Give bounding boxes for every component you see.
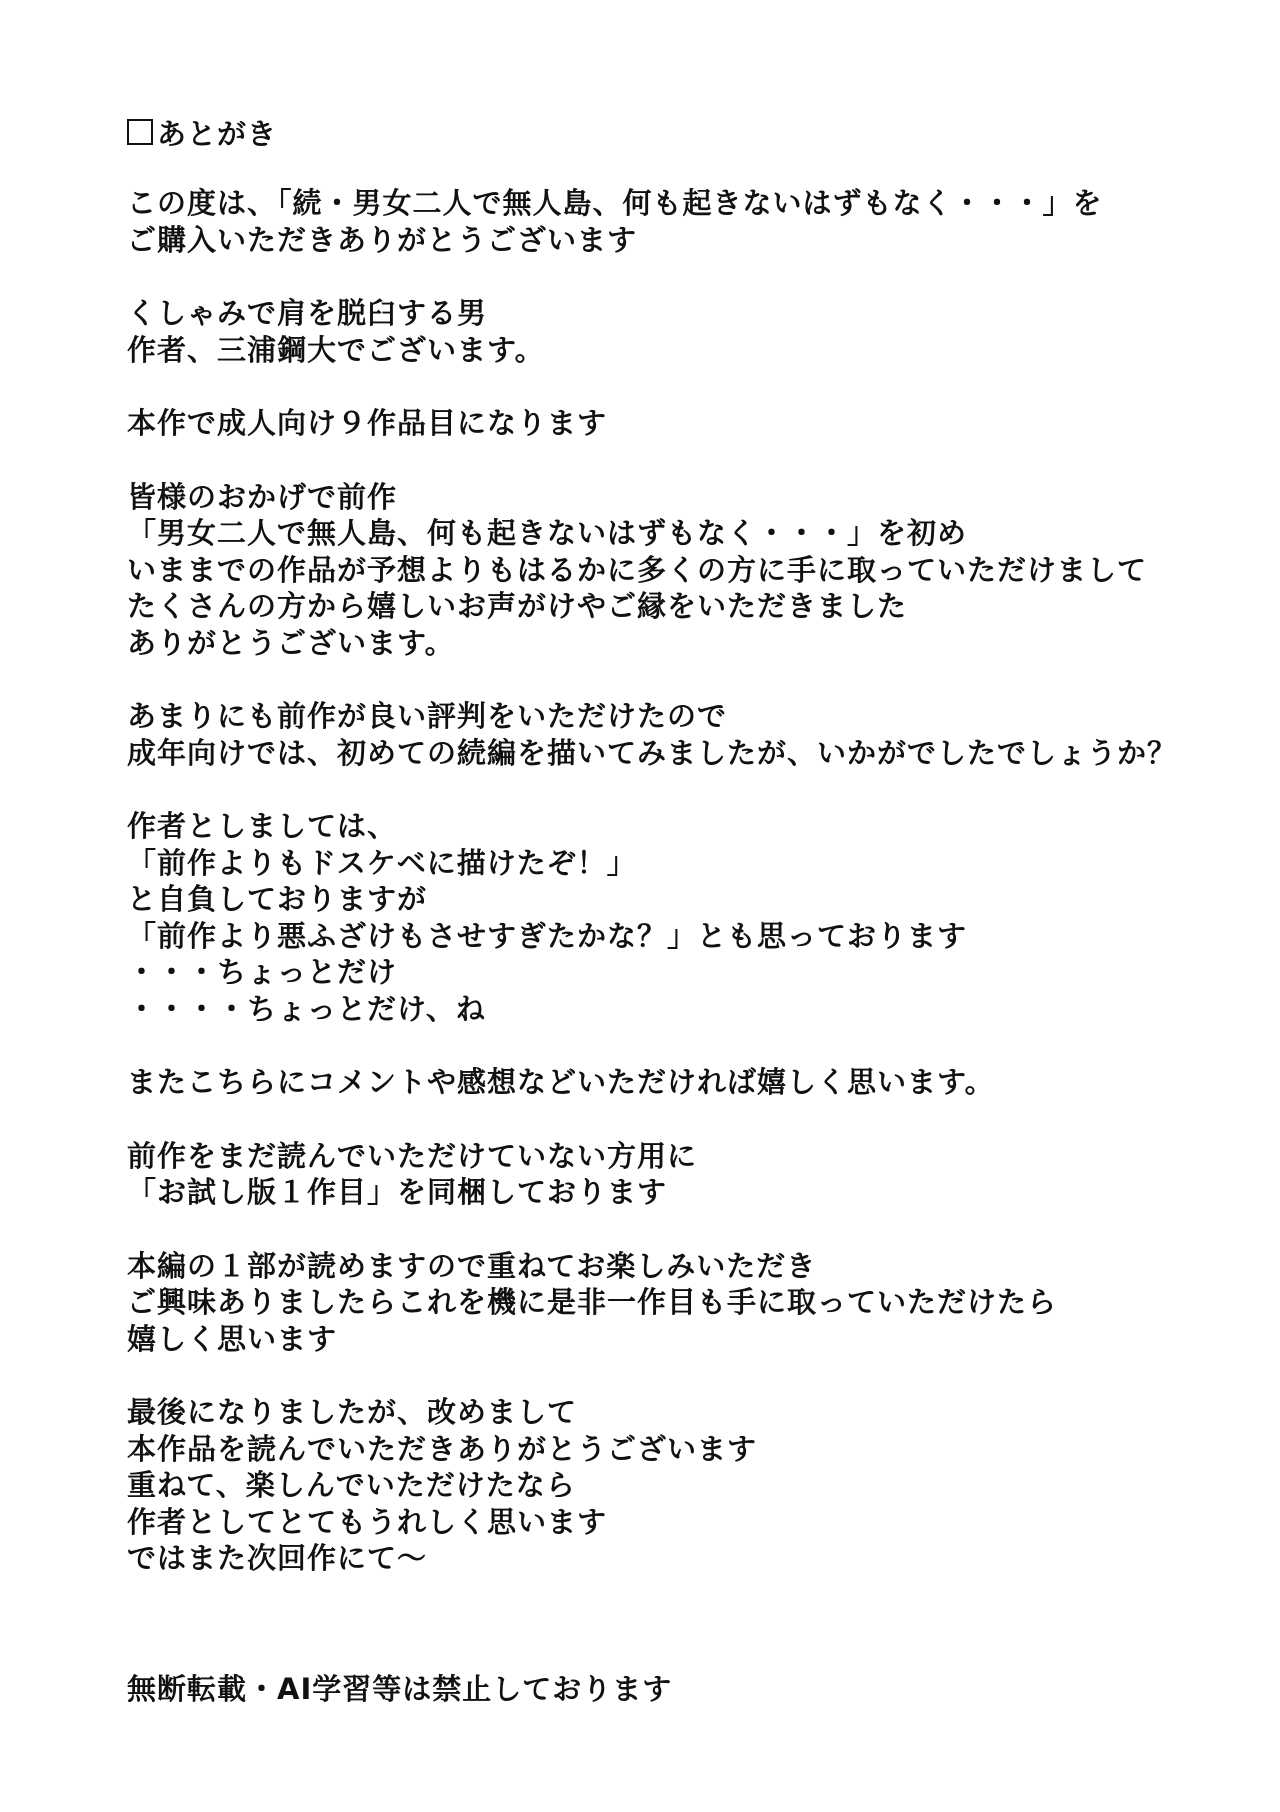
text-line: 本作で成人向け９作品目になります	[127, 406, 608, 440]
paragraph	[127, 1248, 1187, 1358]
text-line: この度は、「続・男女二人で無人島、何も起きないはずもなく・・・」を	[127, 186, 1103, 220]
afterword-body	[127, 185, 1187, 1614]
text-line: ではまた次回作にて～	[127, 1541, 428, 1575]
text-line: ありがとうございます。	[127, 625, 455, 660]
text-line: 本編の１部が読めますので重ねてお楽しみいただき	[127, 1248, 817, 1283]
heading-row	[127, 112, 277, 152]
text-line: 前作をまだ読んでいただけていない方用に	[127, 1138, 698, 1173]
paragraph	[127, 185, 1187, 258]
text-line: 「前作より悪ふざけもさせすぎたかな？」とも思っております	[127, 918, 968, 953]
text-line: 作者としてとてもうれしく思います	[127, 1504, 608, 1539]
text-line: 「お試し版１作目」を同梱しております	[127, 1175, 668, 1209]
text-line: 成年向けでは、初めての続編を描いてみましたが、いかがでしたでしょうか？	[127, 735, 1178, 770]
copyright-notice: 無断転載・AI学習等は禁止しております	[127, 1672, 673, 1706]
text-line: あまりにも前作が良い評判をいただけたので	[127, 699, 728, 733]
text-line: ご興味ありましたらこれを機に是非一作目も手に取っていただけたら	[127, 1285, 1058, 1319]
text-line: くしゃみで肩を脱臼する男	[127, 296, 488, 330]
text-line: 最後になりましたが、改めまして	[127, 1395, 578, 1429]
text-line: 重ねて、楽しんでいただけたなら	[127, 1468, 576, 1502]
text-line: たくさんの方から嬉しいお声がけやご縁をいただきました	[127, 589, 908, 623]
text-line: 作者、三浦鋼大でございます。	[127, 332, 545, 367]
text-line: 嬉しく思います	[127, 1321, 338, 1356]
empty-square-icon	[127, 119, 153, 145]
text-line: ご購入いただきありがとうございます	[127, 222, 638, 257]
text-line: 作者としましては、	[127, 809, 398, 843]
paragraph	[127, 1394, 1187, 1577]
paragraph	[127, 295, 1187, 368]
paragraph	[127, 405, 1187, 442]
text-line: 「前作よりもドスケベに描けたぞ！」	[127, 845, 637, 880]
text-line: いままでの作品が予想よりもはるかに多くの方に手に取っていただけまして	[127, 552, 1148, 587]
paragraph	[127, 808, 1187, 1027]
paragraph	[127, 1064, 1187, 1101]
paragraph	[127, 1138, 1187, 1211]
paragraph	[127, 479, 1187, 662]
text-line: またこちらにコメントや感想などいただければ嬉しく思います。	[127, 1065, 995, 1099]
paragraph	[127, 698, 1187, 771]
text-line: 皆様のおかげで前作	[127, 479, 398, 514]
text-line: 「男女二人で無人島、何も起きないはずもなく・・・」を初め	[127, 516, 968, 550]
text-line: ・・・ちょっとだけ	[127, 955, 398, 989]
text-line: ・・・・ちょっとだけ、ね	[127, 991, 486, 1026]
text-line: 本作品を読んでいただきありがとうございます	[127, 1431, 758, 1466]
text-line: と自負しておりますが	[127, 882, 428, 916]
page-title: あとがき	[157, 116, 278, 151]
